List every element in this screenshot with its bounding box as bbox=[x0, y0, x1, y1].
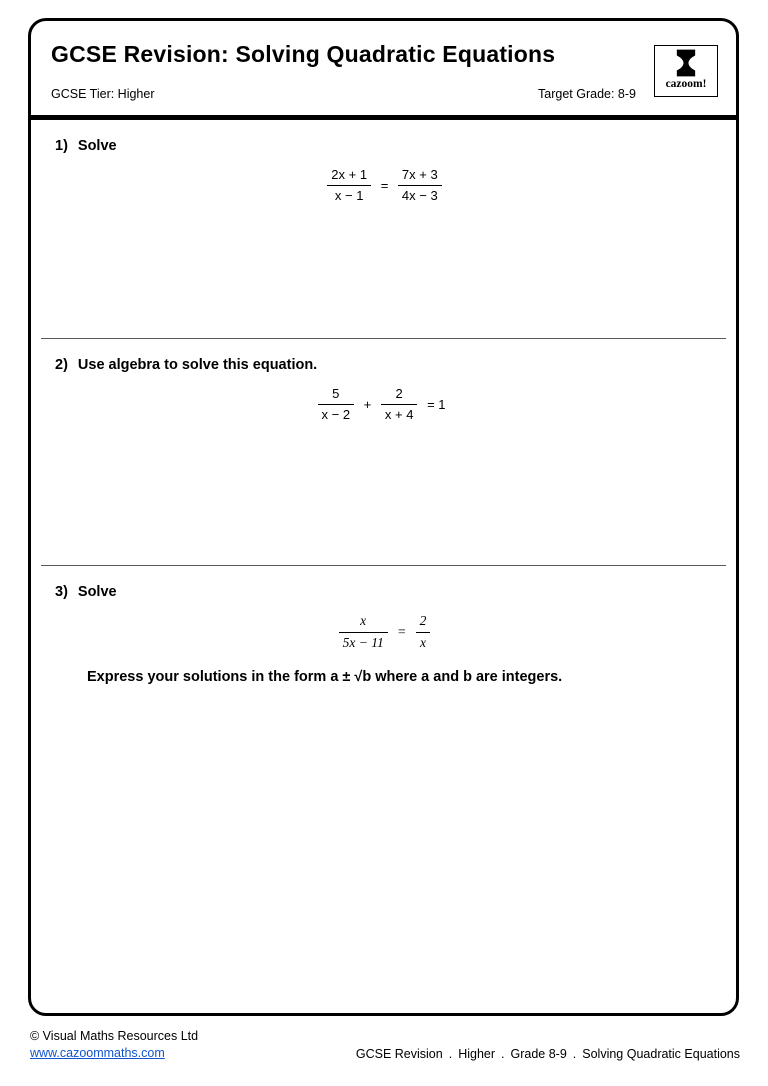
cazoom-figure-icon bbox=[655, 48, 717, 78]
breadcrumb-item: Grade 8-9 bbox=[510, 1046, 567, 1061]
fraction-denominator: x bbox=[416, 632, 431, 653]
fraction-denominator: x − 1 bbox=[327, 185, 371, 205]
question-2-header bbox=[55, 357, 714, 373]
fraction-denominator: x + 4 bbox=[381, 404, 418, 424]
footer-left bbox=[30, 1028, 198, 1062]
breadcrumb-item: Solving Quadratic Equations bbox=[582, 1046, 740, 1061]
question-3-note: Express your solutions in the form a ± √b where a and b are integers. bbox=[87, 668, 563, 685]
fraction-numerator: 5 bbox=[332, 386, 340, 401]
breadcrumb-separator: . bbox=[572, 1046, 577, 1061]
fraction-numerator: x bbox=[360, 613, 367, 628]
worksheet-header bbox=[31, 21, 736, 115]
equals-sign: = bbox=[380, 177, 389, 193]
fraction-numerator: 2 bbox=[395, 386, 403, 401]
fraction-numerator: 2x + 1 bbox=[331, 167, 368, 182]
header-meta-row bbox=[51, 87, 716, 101]
website-link[interactable]: www.cazoommaths.com bbox=[30, 1045, 165, 1060]
question-prompt: Solve bbox=[77, 584, 117, 600]
fraction-denominator: 5x − 11 bbox=[339, 632, 388, 653]
breadcrumb-separator: . bbox=[501, 1046, 505, 1061]
question-1 bbox=[31, 120, 736, 338]
breadcrumb bbox=[356, 1047, 740, 1062]
fraction bbox=[339, 612, 388, 653]
question-2 bbox=[31, 339, 736, 565]
target-grade-label: Target Grade: 8-9 bbox=[538, 86, 636, 101]
copyright-text: © Visual Maths Resources Ltd bbox=[30, 1029, 199, 1043]
plus-sign: + bbox=[363, 396, 372, 412]
fraction bbox=[398, 166, 442, 206]
question-number: 1) bbox=[55, 138, 68, 154]
fraction-numerator: 7x + 3 bbox=[401, 167, 438, 182]
cazoom-logo bbox=[654, 45, 718, 97]
question-1-equation bbox=[55, 166, 714, 206]
breadcrumb-item: Higher bbox=[458, 1046, 496, 1061]
breadcrumb-separator: . bbox=[448, 1046, 453, 1061]
tier-label: GCSE Tier: Higher bbox=[51, 86, 155, 101]
equals-one: = 1 bbox=[427, 396, 446, 412]
fraction bbox=[381, 385, 418, 425]
question-2-equation bbox=[55, 385, 714, 425]
question-number: 2) bbox=[55, 357, 68, 373]
question-3-equation bbox=[55, 612, 714, 653]
fraction-denominator: 4x − 3 bbox=[398, 185, 442, 205]
question-number: 3) bbox=[55, 584, 68, 600]
question-prompt: Solve bbox=[77, 138, 117, 154]
worksheet-page bbox=[28, 18, 739, 1016]
fraction bbox=[318, 385, 355, 425]
fraction-numerator: 2 bbox=[419, 613, 427, 628]
question-3-header bbox=[55, 584, 714, 600]
equals-sign: = bbox=[397, 623, 407, 639]
fraction-denominator: x − 2 bbox=[318, 404, 355, 424]
breadcrumb-item: GCSE Revision bbox=[355, 1046, 443, 1061]
question-prompt: Use algebra to solve this equation. bbox=[77, 357, 318, 373]
fraction bbox=[327, 166, 371, 206]
cazoom-logo-text: cazoom! bbox=[665, 78, 707, 90]
fraction bbox=[416, 612, 431, 653]
page-footer bbox=[30, 1028, 740, 1062]
question-1-header bbox=[55, 138, 714, 154]
page-title: GCSE Revision: Solving Quadratic Equations bbox=[51, 41, 556, 67]
question-3 bbox=[31, 566, 736, 685]
